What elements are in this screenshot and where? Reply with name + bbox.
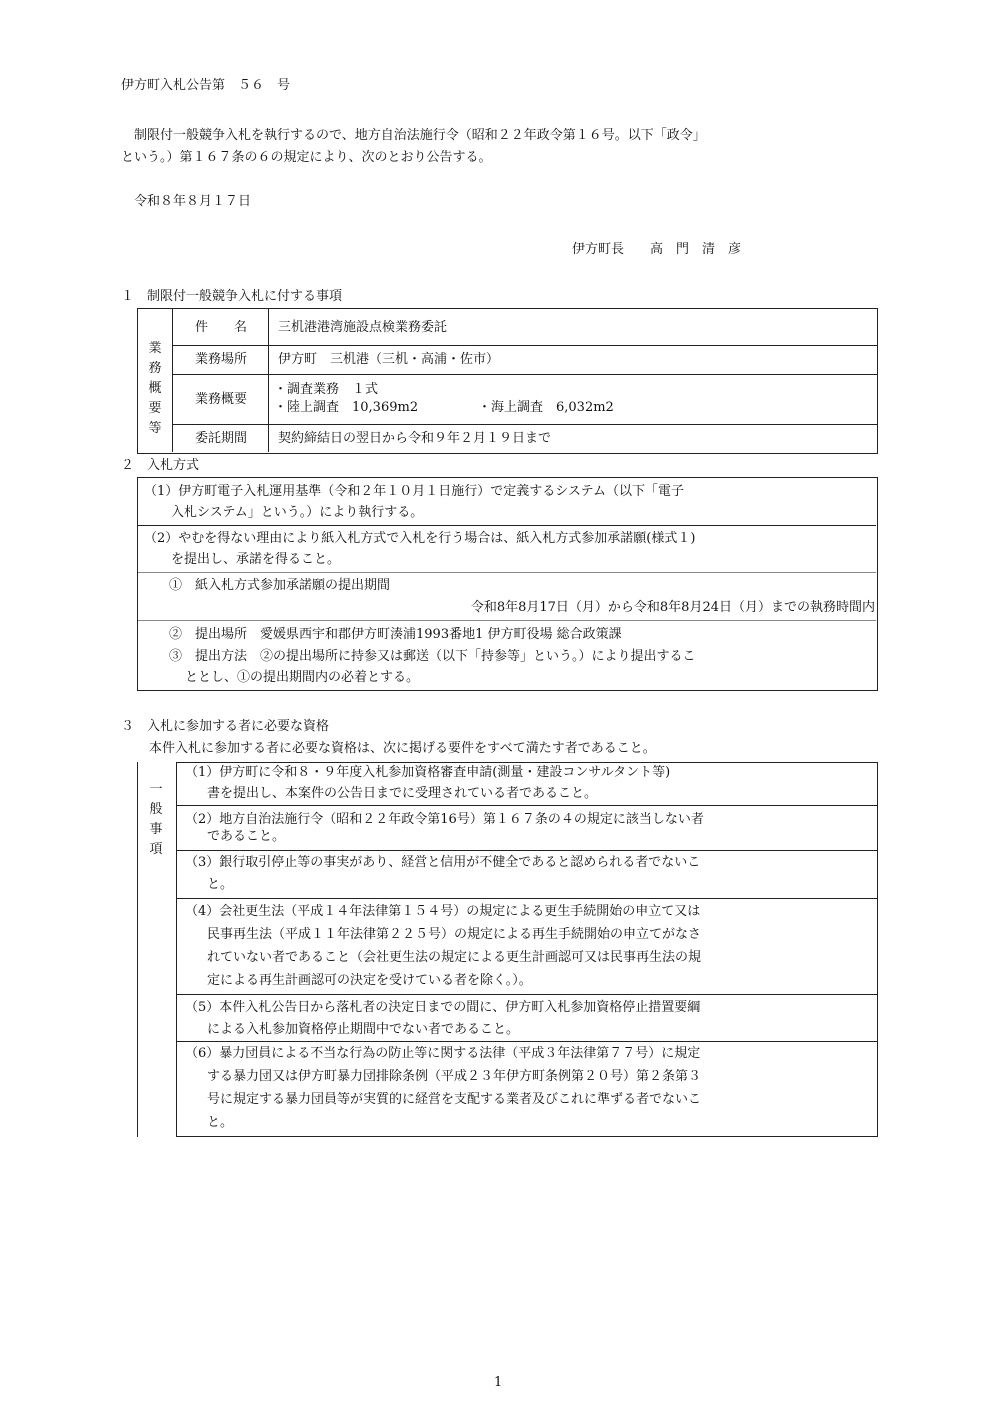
s3-item-3-line-2: と。	[207, 877, 234, 892]
s3-item-1-line-2: 書を提出し、本案件の公告日までに受理されている者であること。	[207, 786, 598, 801]
section3-side-label: 一般事項	[149, 782, 163, 857]
row-value-overview-2a: ・陸上調査 10,369m2	[274, 400, 419, 415]
notice-date: 令和８年８月１７日	[134, 194, 252, 209]
s2-item2-line1: （2）やむを得ない理由により紙入札方式で入札を行う場合は、紙入札方式参加承諾願(様式１)	[144, 531, 696, 546]
s3-item-2	[176, 805, 878, 851]
section3-heading: ３ 入札に参加する者に必要な資格	[121, 719, 330, 734]
s3-item-5-line-1: （5）本件入札公告日から落札者の決定日までの間に、伊方町入札参加資格停止措置要綱	[185, 1000, 701, 1015]
signer: 伊方町長 高 門 清 彦	[572, 242, 742, 257]
page-number: 1	[494, 1375, 503, 1390]
s3-item-4-line-4: 定による再生計画認可の決定を受けている者を除く。）。	[207, 973, 532, 988]
row-label-period: 委託期間	[195, 431, 248, 446]
section2-box	[137, 477, 878, 691]
row-label-title: 件 名	[195, 320, 248, 335]
section1-side-label: 業務概要等	[148, 341, 162, 436]
s3-item-3	[176, 850, 878, 899]
s3-item-6-line-3: 号に規定する暴力団員等が実質的に経営を支配する業者及びこれに準ずる者でないこ	[207, 1092, 702, 1107]
s2-sub1-title: ① 紙入札方式参加承諾願の提出期間	[169, 578, 391, 593]
s3-item-1-line-1: （1）伊方町に令和８・９年度入札参加資格審査申請(測量・建設コンサルタント等)	[185, 765, 671, 780]
s3-item-5	[176, 994, 878, 1042]
s3-item-4-line-1: （4）会社更生法（平成１４年法律第１５４号）の規定による更生手続開始の申立て又は	[185, 904, 701, 919]
s3-item-1	[176, 762, 878, 806]
s2-item1-line1: （1）伊方町電子入札運用基準（令和２年１０月１日施行）で定義するシステム（以下「電子	[144, 484, 684, 499]
s3-item-2-line-2: であること。	[207, 829, 286, 844]
s3-item-6-line-4: と。	[207, 1115, 234, 1130]
s2-sub1-period: 令和8年8月17日（月）から令和8年8月24日（月）までの執務時間内	[470, 600, 875, 615]
row-value-title: 三机港港湾施設点検業務委託	[278, 320, 448, 335]
row-value-period: 契約締結日の翌日から令和９年２月１９日まで	[278, 431, 552, 446]
row-label-location: 業務場所	[195, 352, 248, 367]
s2-sub2: ② 提出場所 愛媛県西宇和郡伊方町湊浦1993番地1 伊方町役場 総合政策課	[169, 627, 622, 642]
s3-item-2-line-1: （2）地方自治法施行令（昭和２２年政令第16号）第１６７条の４の規定に該当しない者	[185, 812, 704, 827]
s3-item-4	[176, 898, 878, 995]
s3-item-6-line-2: する暴力団又は伊方町暴力団排除条例（平成２３年伊方町条例第２０号）第２条第３	[207, 1069, 702, 1084]
row-label-overview: 業務概要	[195, 392, 248, 407]
row-value-overview-2b: ・海上調査 6,032m2	[478, 400, 614, 415]
s3-item-4-line-2: 民事再生法（平成１１年法律第２２５号）の規定による再生手続開始の申立てがなさ	[207, 927, 702, 942]
intro-line-1: 制限付一般競争入札を執行するので、地方自治法施行令（昭和２２年政令第１６号。以下「政令」	[134, 128, 706, 143]
s2-sub3-line2: ととし、①の提出期間内の必着とする。	[185, 670, 420, 685]
section2-heading: ２ 入札方式	[121, 458, 200, 473]
intro-line-2: という。）第１６７条の６の規定により、次のとおり公告する。	[121, 150, 492, 165]
s3-item-4-line-3: れていない者であること（会社更生法の規定による更生計画認可又は民事再生法の規	[207, 950, 702, 965]
s3-item-3-line-1: （3）銀行取引停止等の事実があり、経営と信用が不健全であると認められる者でないこ	[185, 855, 701, 870]
s3-item-6-line-1: （6）暴力団員による不当な行為の防止等に関する法律（平成３年法律第７７号）に規定	[185, 1046, 701, 1061]
section1-heading: １ 制限付一般競争入札に付する事項	[121, 289, 343, 304]
s2-sub3-line1: ③ 提出方法 ②の提出場所に持参又は郵送（以下「持参等」という。）により提出するこ	[169, 649, 696, 664]
row-value-location: 伊方町 三机港（三机・高浦・佐市）	[278, 352, 500, 367]
s2-item2-line2: を提出し、承諾を得ること。	[171, 552, 341, 567]
section3-intro: 本件入札に参加する者に必要な資格は、次に掲げる要件をすべて満たす者であること。	[149, 741, 656, 756]
s2-item1-line2: 入札システム」という。）により執行する。	[171, 505, 424, 520]
s3-item-5-line-2: による入札参加資格停止期間中でない者であること。	[207, 1022, 520, 1037]
row-value-overview-1: ・調査業務 １式	[274, 382, 379, 397]
s3-item-6	[176, 1041, 878, 1137]
section1-table	[137, 308, 878, 454]
notice-number: 伊方町入札公告第 ５６ 号	[121, 78, 291, 93]
